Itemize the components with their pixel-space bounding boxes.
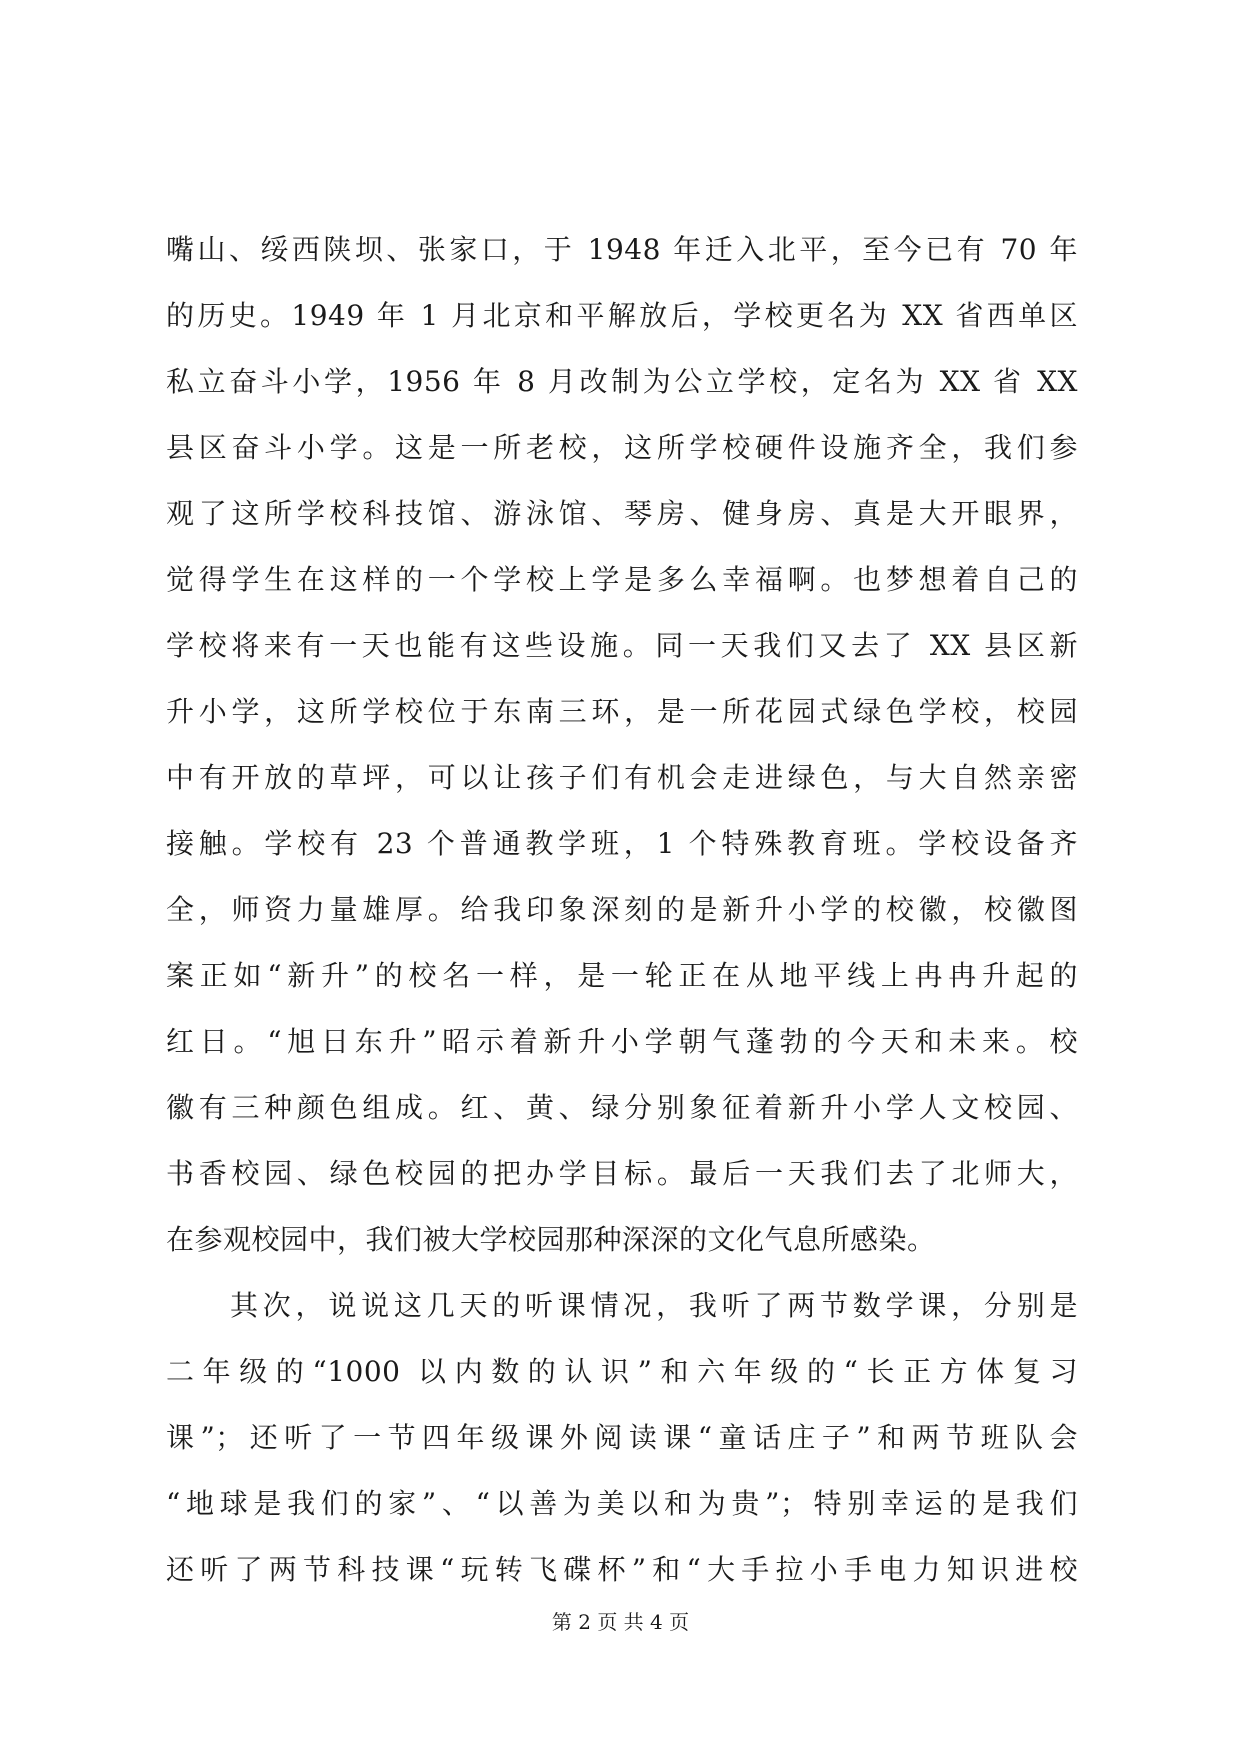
text-line: 的历史。1949 年 1 月北京和平解放后，学校更名为 XX 省西单区 [166, 299, 1078, 332]
text-line: 徽有三种颜色组成。红、黄、绿分别象征着新升小学人文校园、 [166, 1091, 1078, 1124]
text-line: 私立奋斗小学，1956 年 8 月改制为公立学校，定名为 XX 省 XX [166, 365, 1078, 398]
text-line: 还听了两节科技课“玩转飞碟杯”和“大手拉小手电力知识进校 [166, 1553, 1078, 1586]
paragraph-2 [166, 1288, 1078, 1618]
page-number-footer: 第 2 页 共 4 页 [551, 1610, 690, 1634]
text-line: 案正如“新升”的校名一样，是一轮正在从地平线上冉冉升起的 [166, 959, 1078, 992]
text-line: 升小学，这所学校位于东南三环，是一所花园式绿色学校，校园 [166, 695, 1078, 728]
text-line: 其次，说说这几天的听课情况，我听了两节数学课，分别是 [230, 1289, 1078, 1322]
text-line: 观了这所学校科技馆、游泳馆、琴房、健身房、真是大开眼界， [166, 497, 1078, 530]
text-line: 在参观校园中，我们被大学校园那种深深的文化气息所感染。 [166, 1223, 936, 1256]
text-line: “地球是我们的家”、“以善为美以和为贵”；特别幸运的是我们 [166, 1487, 1078, 1520]
text-line: 全，师资力量雄厚。给我印象深刻的是新升小学的校徽，校徽图 [166, 893, 1078, 926]
document-body [166, 232, 1078, 1618]
text-line: 县区奋斗小学。这是一所老校，这所学校硬件设施齐全，我们参 [166, 431, 1078, 464]
text-line: 课”；还听了一节四年级课外阅读课“童话庄子”和两节班队会 [166, 1421, 1078, 1454]
text-line: 二年级的“1000 以内数的认识”和六年级的“长正方体复习 [166, 1355, 1078, 1388]
text-line: 觉得学生在这样的一个学校上学是多么幸福啊。也梦想着自己的 [166, 563, 1078, 596]
text-line: 嘴山、绥西陕坝、张家口，于 1948 年迁入北平，至今已有 70 年 [166, 233, 1078, 266]
text-line: 红日。“旭日东升”昭示着新升小学朝气蓬勃的今天和未来。校 [166, 1025, 1078, 1058]
text-line: 接触。学校有 23 个普通教学班，1 个特殊教育班。学校设备齐 [166, 827, 1078, 860]
text-line: 中有开放的草坪，可以让孩子们有机会走进绿色，与大自然亲密 [166, 761, 1078, 794]
text-line: 书香校园、绿色校园的把办学目标。最后一天我们去了北师大， [166, 1157, 1078, 1190]
text-line: 学校将来有一天也能有这些设施。同一天我们又去了 XX 县区新 [166, 629, 1078, 662]
paragraph-1 [166, 232, 1078, 1288]
